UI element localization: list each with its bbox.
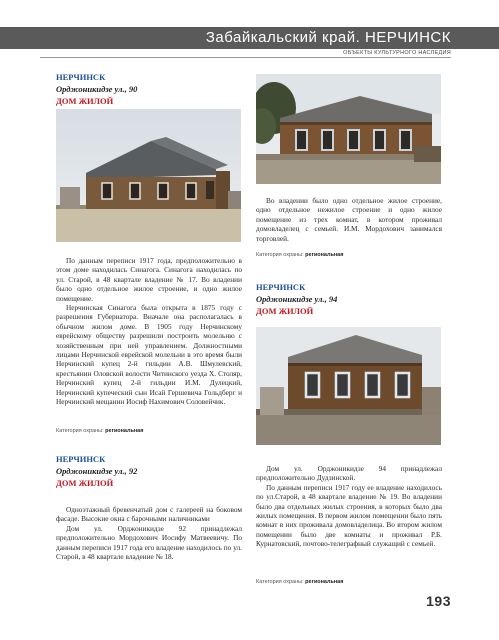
entry-type: ДОМ ЖИЛОЙ <box>56 478 114 488</box>
paragraph: По данным переписи 1917 году ее владение находилось по ул.Старой, в 48 квартале владение № 19. Во владении было два отдельных жилых строения, в которых было два жилых помещения. В первом жилом помещении было пять комнат в них проживала домовладелица. Во втором жилом помещении было две комнаты и проживал Р.Б. Курнатовский, почтово-телеграфный служащий с семьей. <box>256 482 442 549</box>
entry-description <box>256 464 442 549</box>
paragraph: Дом ул. Орджоникидзе 94 принадлежал предположительно Дудзинской. <box>256 464 442 483</box>
protection-value: региональная <box>105 428 144 434</box>
entry-address: Орджоникидзе ул., 92 <box>56 466 138 476</box>
entry-city: НЕРЧИНСК <box>56 454 106 464</box>
entry-city: НЕРЧИНСК <box>56 72 106 82</box>
entry-description <box>56 505 242 561</box>
entry-address: Орджоникидзе ул., 90 <box>56 84 138 94</box>
entry-type: ДОМ ЖИЛОЙ <box>56 96 114 106</box>
entry-type: ДОМ ЖИЛОЙ <box>256 306 314 316</box>
protection-label: Категория охраны: <box>256 252 304 258</box>
protection-category <box>256 579 343 585</box>
entry-description <box>56 256 242 407</box>
entry-city: НЕРЧИНСК <box>256 282 306 292</box>
photo-house-90 <box>56 109 241 242</box>
protection-value: региональная <box>305 579 344 585</box>
paragraph: Дом ул. Орджоникидзе 92 принадлежал предположительно Мордохович Иосифу Матвеевичу. По данным переписи 1917 года его владение находилось по ул. Старой, в 48 квартале владение № 18. <box>56 523 242 562</box>
protection-category <box>56 428 143 434</box>
entry-address: Орджоникидзе ул., 94 <box>256 294 338 304</box>
paragraph: Во владении было одно отдельное жилое строение, одно отдельное нежилое строение и одно жилое помещение из трех комнат, в котором проживал домовладелец с семьей. И.М. Мордохович занимался торговлей. <box>256 196 442 243</box>
page-header-subtitle: ОБЪЕКТЫ КУЛЬТУРНОГО НАСЛЕДИЯ <box>343 50 451 56</box>
photo-house-94 <box>256 327 441 445</box>
page-number: 193 <box>426 593 451 609</box>
paragraph: По данным переписи 1917 года, предположительно в этом доме находилась Синагога. Синагога находилась по ул. Старой, в 48 квартале владение № 17. Во владении было одно отдельное жилое строение, и одно жилое помещение. <box>56 256 242 303</box>
photo-house-92 <box>256 74 441 184</box>
protection-label: Категория охраны: <box>256 579 304 585</box>
protection-category <box>256 252 343 258</box>
protection-value: региональная <box>305 252 344 258</box>
page-header-title: Забайкальский край. НЕРЧИНСК <box>205 29 451 46</box>
paragraph: Нерчинская Синагога была открыта в 1875 году с разрешения Губернатора. Вначале она располагалась в обычном жилом доме. В 1905 году Нерчинскому еврейскому обществу разрешили построить молельню с хозяйственным при ней управлением. Должностными лицами Нерчинской еврейской молельни в это время были Нерчинский купец 2-й гильдии А.В. Шмулевский, крестьянин Оловской волости Читинского уезда Х. Столяр, Нерчинский купец 2-й гильдии И.М. Дулецкий, Нерчинский купеческий сын Исай Гершевича Гольдберг и Нерчинский мещанин Иосиф Нахимович Соловейчик. <box>56 303 242 407</box>
protection-label: Категория охраны: <box>56 428 104 434</box>
entry-description-continued <box>256 196 442 243</box>
paragraph: Одноэтажный бревенчатый дом с галереей на боковом фасаде. Высокие окна с барочными наличниками <box>56 505 242 524</box>
header-divider <box>40 57 451 58</box>
